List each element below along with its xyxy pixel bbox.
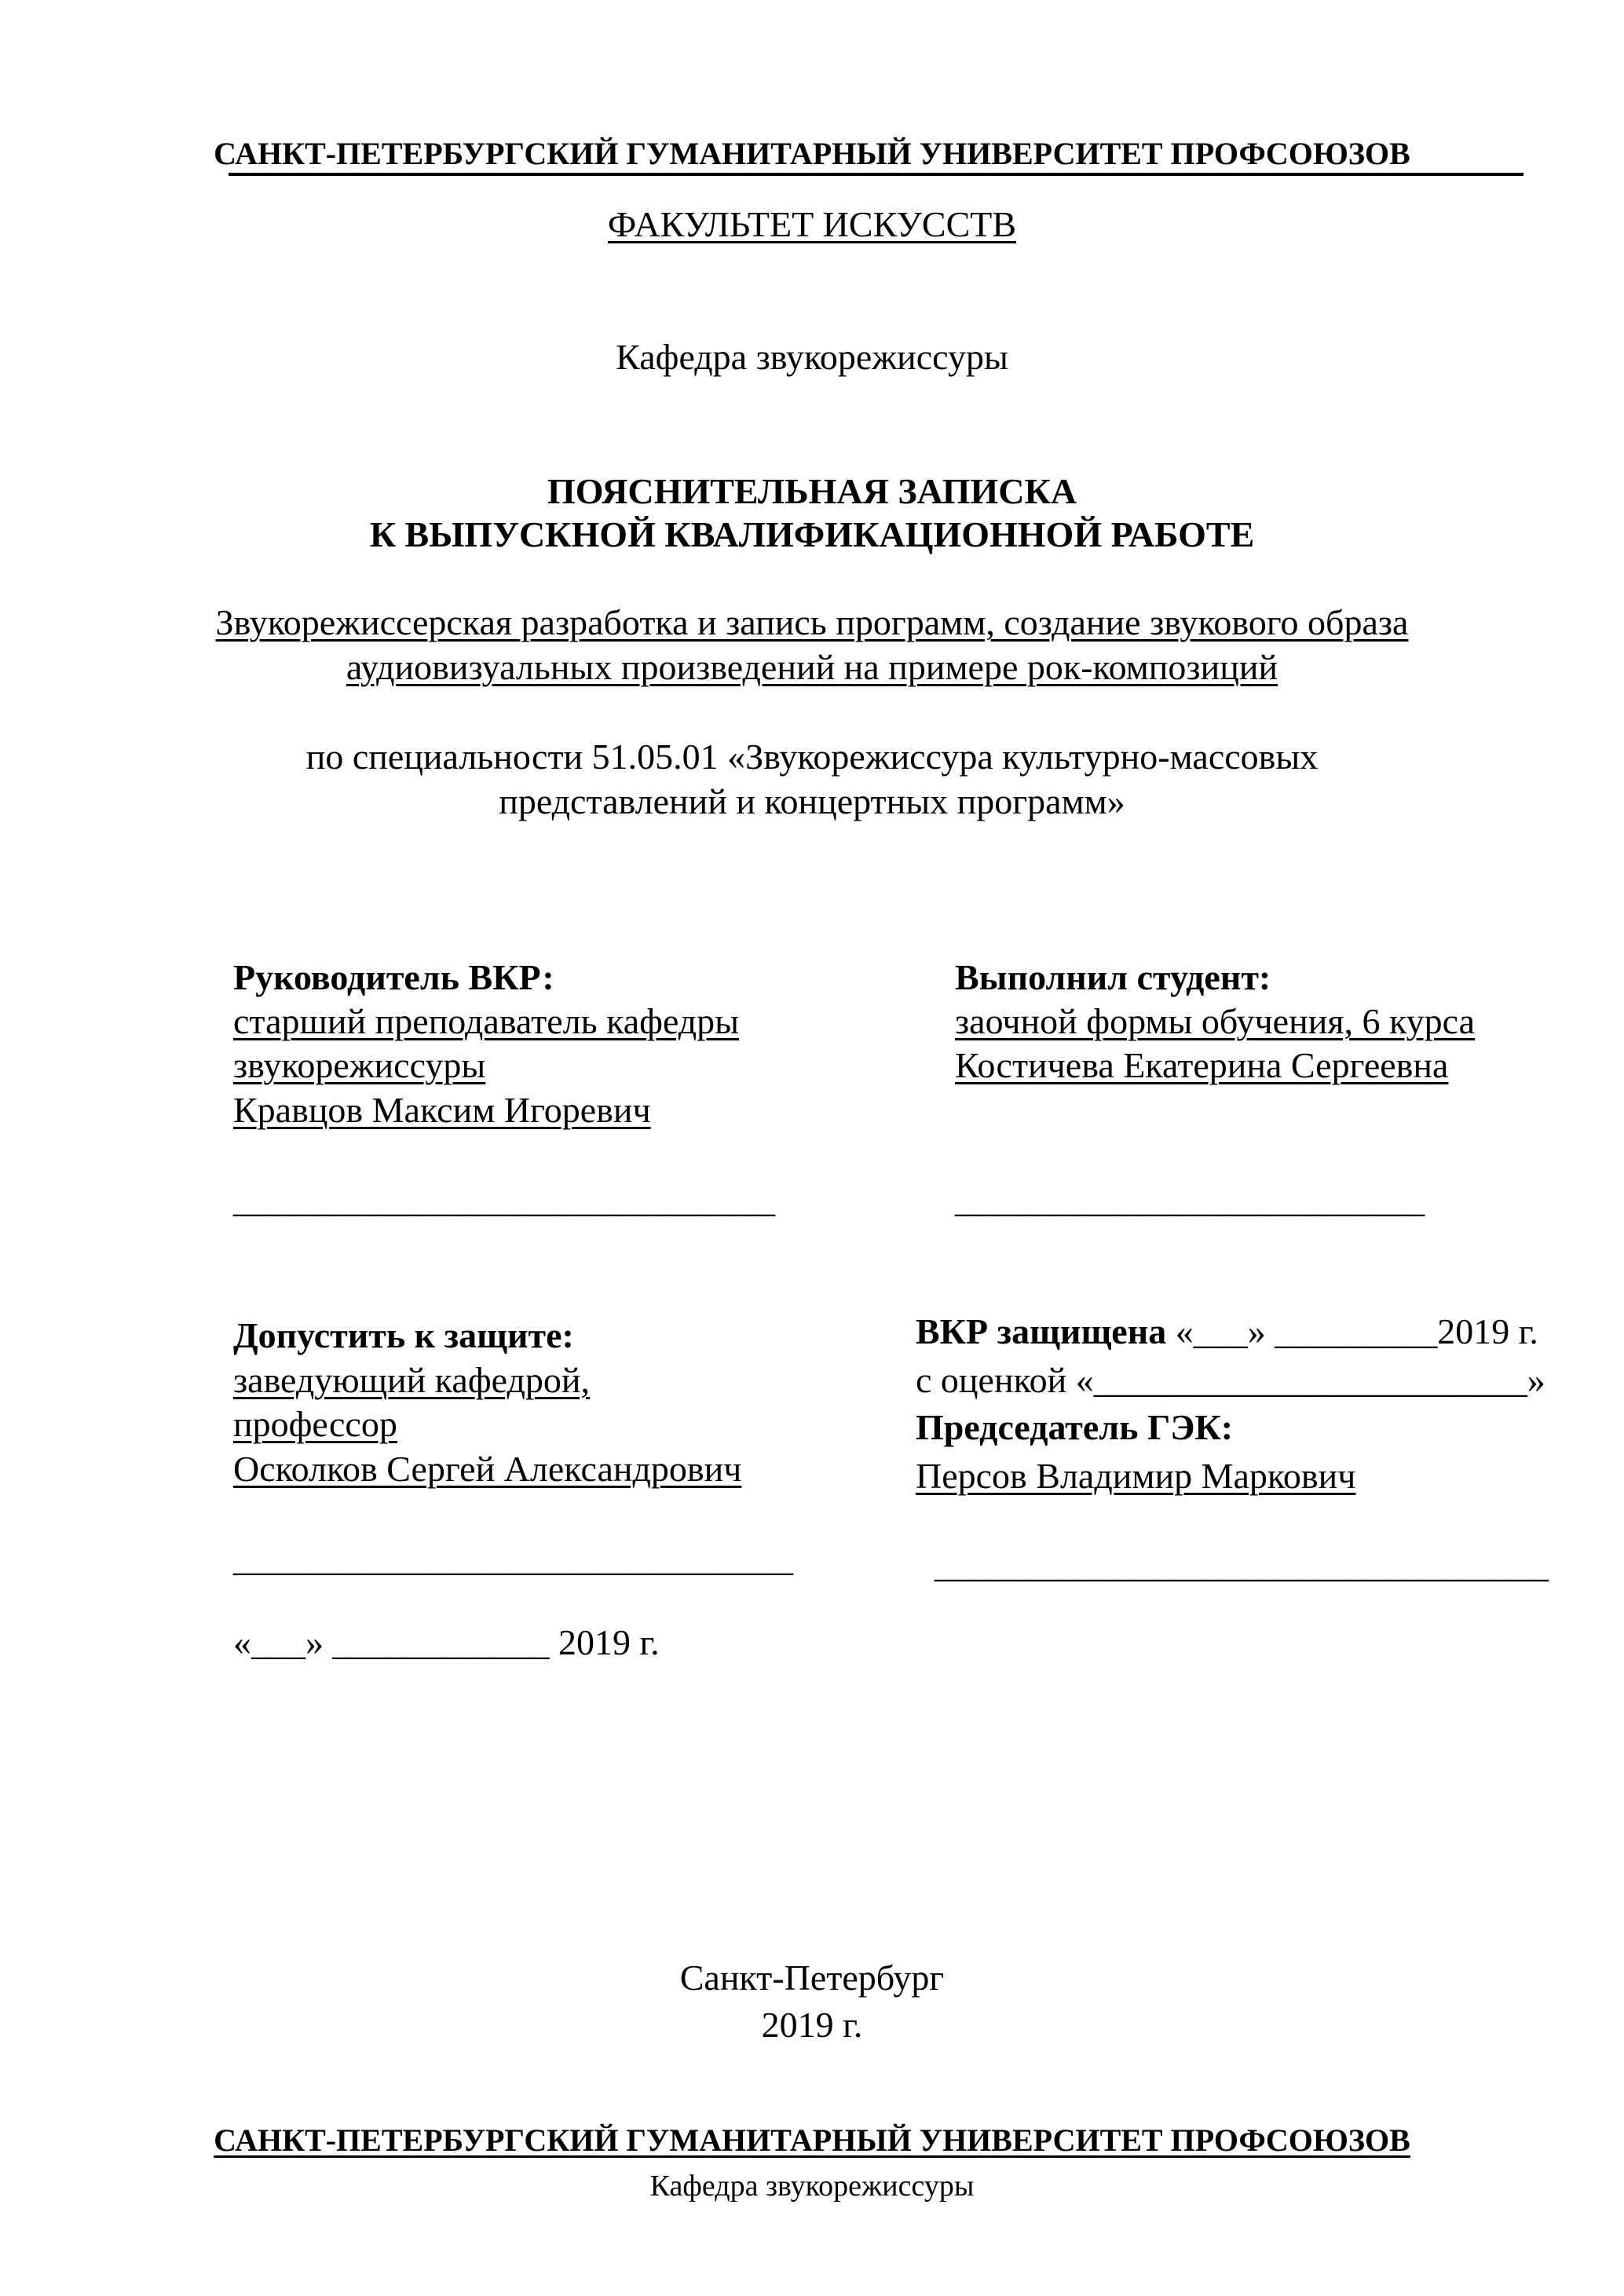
year: 2019 г. [761,2005,863,2045]
specialty-line1: по специальности 51.05.01 «Звукорежиссура культурно-массовых [305,737,1319,777]
document-title-line2: К ВЫПУСКНОЙ КВАЛИФИКАЦИОННОЙ РАБОТЕ [369,514,1255,554]
footer-university: САНКТ-ПЕТЕРБУРГСКИЙ ГУМАНИТАРНЫЙ УНИВЕРСИТЕТ ПРОФСОЮЗОВ [214,2122,1410,2158]
admission-title: профессор [233,1404,397,1444]
student-form: заочной формы обучения, 6 курса [955,1001,1476,1041]
footer-department: Кафедра звукорежиссуры [649,2170,975,2203]
specialty-line2: представлений и концертных программ» [499,781,1125,821]
defense-date: ВКР защищена «___» _________2019 г. [916,1311,1538,1351]
student-signature-line: __________________________ [955,1179,1425,1219]
student-name: Костичева Екатерина Сергеевна [955,1045,1449,1085]
header-rule [229,173,1523,176]
admission-name: Осколков Сергей Александрович [233,1449,742,1489]
document-title-line1: ПОЯСНИТЕЛЬНАЯ ЗАПИСКА [547,471,1077,511]
defense-date-blank: «___» _________2019 г. [1166,1311,1538,1351]
faculty-name: ФАКУЛЬТЕТ ИСКУССТВ [607,204,1017,244]
admission-date: «___» ____________ 2019 г. [233,1622,660,1662]
supervisor-heading: Руководитель ВКР: [233,957,554,997]
chair-name: Персов Владимир Маркович [916,1456,1356,1496]
department-name: Кафедра звукорежиссуры [616,337,1008,377]
admission-position: заведующий кафедрой, [233,1360,590,1400]
city: Санкт-Петербург [679,1958,945,1998]
chair-signature-line: __________________________________ [935,1545,1549,1585]
topic-line2: аудиовизуальных произведений на примере рок-композиций [346,647,1278,687]
defense-grade: с оценкой «________________________» [916,1360,1545,1400]
admission-heading: Допустить к защите: [233,1315,574,1355]
topic-line1: Звукорежиссерская разработка и запись программ, создание звукового образа [215,602,1409,642]
student-heading: Выполнил студент: [955,957,1271,997]
chair-heading: Председатель ГЭК: [916,1407,1234,1447]
university-name: САНКТ-ПЕТЕРБУРГСКИЙ ГУМАНИТАРНЫЙ УНИВЕРСИТЕТ ПРОФСОЮЗОВ [214,136,1410,171]
supervisor-department: звукорежиссуры [233,1045,486,1085]
admission-signature-line: _______________________________ [233,1538,793,1578]
supervisor-signature-line: ______________________________ [233,1179,775,1219]
supervisor-name: Кравцов Максим Игоревич [233,1090,651,1130]
supervisor-position: старший преподаватель кафедры [233,1001,740,1041]
